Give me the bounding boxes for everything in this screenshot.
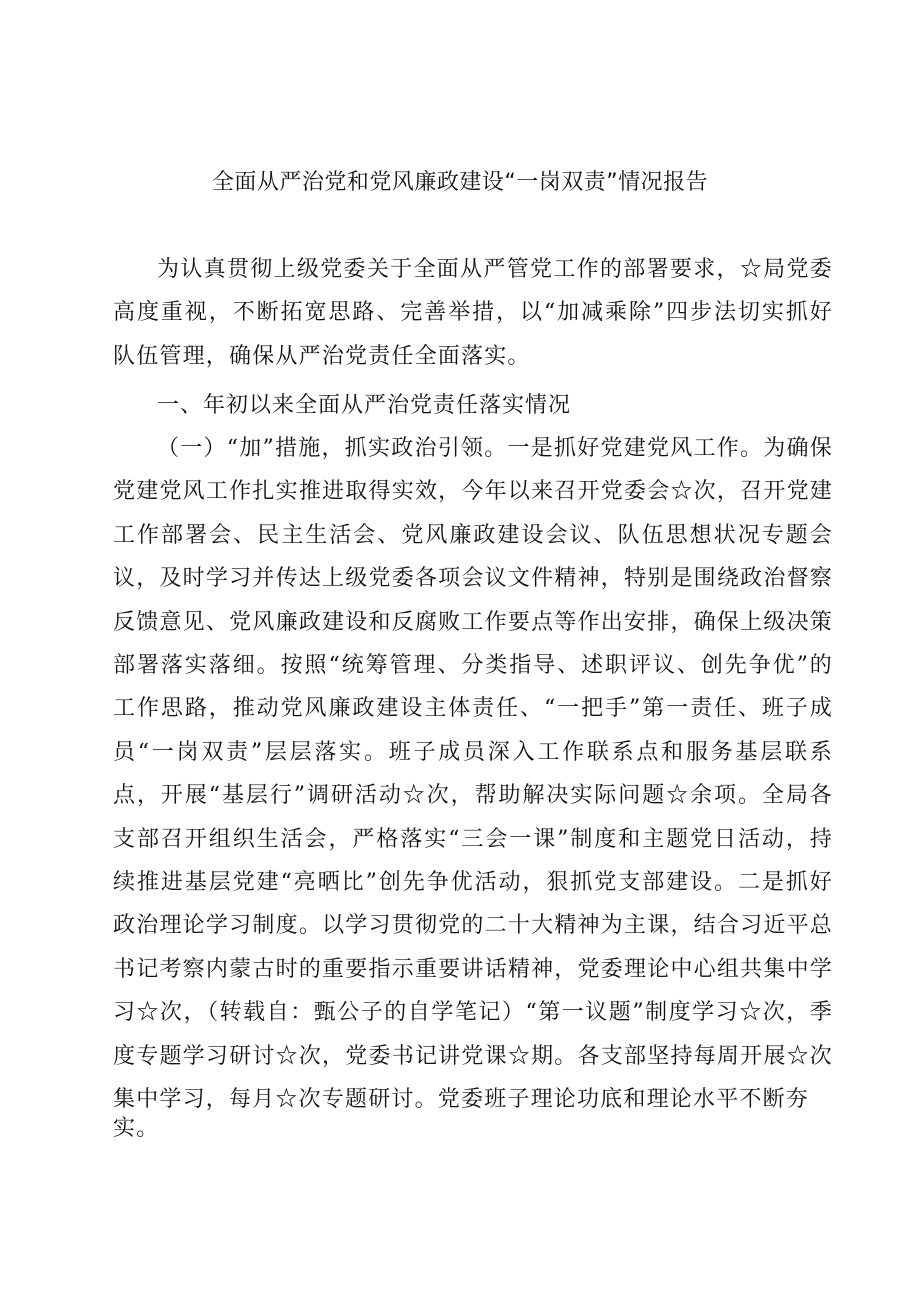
document-title: 全面从严治党和党风廉政建设“一岗双责”情况报告 — [211, 170, 709, 195]
main-paragraph: （一）“加”措施，抓实政治引领。一是抓好党建党风工作。为确保党建党风工作扎实推进取得实效，今年以来召开党委会☆次，召开党建工作部署会、民主生活会、党风廉政建设会议、队伍思想状况专题会议，及时学习并传达上级党委各项会议文件精神，特别是围绕政治督察反馈意见、党风廉政建设和反腐败工作要点等作出安排，确保上级决策部署落实落细。按照“统筹管理、分类指导、述职评议、创先争优”的工作思路，推动党风廉政建设主体责任、“一把手”第一责任、班子成员“一岗双责”层层落实。班子成员深入工作联系点和服务基层联系点，开展“基层行”调研活动☆次，帮助解决实际问题☆余项。全局各支部召开组织生活会，严格落实“三会一课”制度和主题党日活动，持续推进基层党建“亮晒比”创先争优活动，狠抓党支部建设。二是抓好政治理论学习制度。以学习贯彻党的二十大精神为主课，结合习近平总书记考察内蒙古时的重要指示重要讲话精神，党委理论中心组共集中学习☆次，（转载自：甄公子的自学笔记）“第一议题”制度学习☆次，季度专题学习研讨☆次，党委书记讲党课☆期。各支部坚持每周开展☆次集中学习，每月☆次专题研讨。党委班子理论功底和理论水平不断夯 — [113, 436, 833, 1113]
trailing-line: 实。 — [113, 1116, 160, 1141]
section-heading: 一、年初以来全面从严治党责任落实情况 — [157, 393, 572, 418]
intro-paragraph: 为认真贯彻上级党委关于全面从严管党工作的部署要求，☆局党委高度重视，不断拓宽思路、完善举措，以“加减乘除”四步法切实抓好队伍管理，确保从严治党责任全面落实。 — [113, 257, 833, 369]
